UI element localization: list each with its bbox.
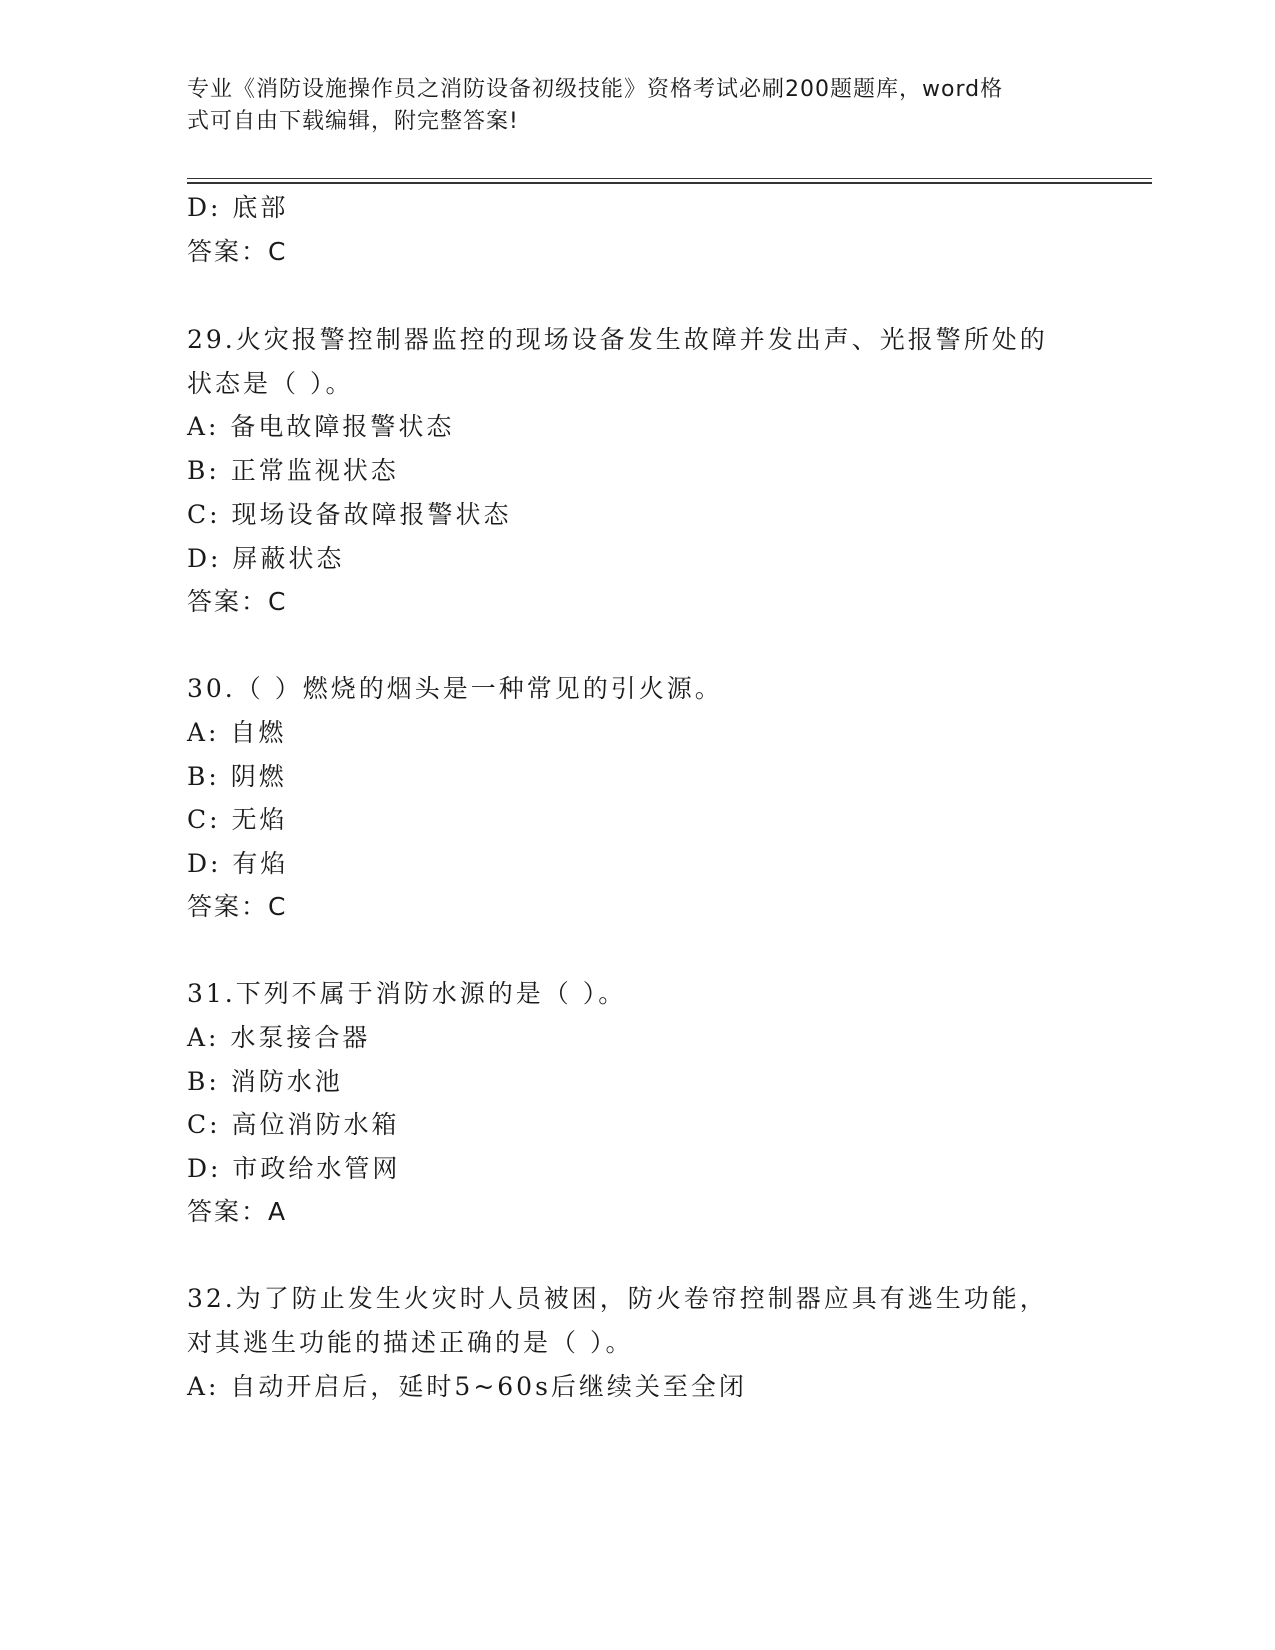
prev-question-option-d: D: 底部 <box>187 193 289 222</box>
q31-option-d: D: 市政给水管网 <box>187 1154 401 1183</box>
q31-option-b: B: 消防水池 <box>187 1067 343 1096</box>
q29-option-b: B: 正常监视状态 <box>187 456 399 485</box>
header-title-line-2: 式可自由下载编辑，附完整答案! <box>187 109 519 134</box>
q30-option-d: D: 有焰 <box>187 849 289 878</box>
q31-stem-line-1: 31.下列不属于消防水源的是（ ）。 <box>187 979 627 1008</box>
q29-stem-line-2: 状态是（ ）。 <box>187 369 354 398</box>
q29-option-d: D: 屏蔽状态 <box>187 544 345 573</box>
header-divider-thick <box>187 182 1152 184</box>
prev-question-answer: 答案：C <box>187 237 288 266</box>
q30-option-a: A: 自燃 <box>187 718 287 747</box>
header-divider-thin <box>187 178 1152 179</box>
page-header <box>187 74 1067 138</box>
q31-option-a: A: 水泵接合器 <box>187 1023 371 1052</box>
q31-answer: 答案：A <box>187 1197 288 1226</box>
q31-option-c: C: 高位消防水箱 <box>187 1110 400 1139</box>
q30-stem-line-1: 30.（ ）燃烧的烟头是一种常见的引火源。 <box>187 674 723 703</box>
q32-stem-line-1: 32.为了防止发生火灾时人员被困，防火卷帘控制器应具有逃生功能， <box>187 1284 1048 1313</box>
q30-option-b: B: 阴燃 <box>187 762 287 791</box>
header-title-line-1: 专业《消防设施操作员之消防设备初级技能》资格考试必刷200题题库，word格 <box>187 77 1004 102</box>
q32-stem-line-2: 对其逃生功能的描述正确的是（ ）。 <box>187 1328 634 1357</box>
q30-option-c: C: 无焰 <box>187 805 288 834</box>
q29-option-c: C: 现场设备故障报警状态 <box>187 500 512 529</box>
q29-option-a: A: 备电故障报警状态 <box>187 412 455 441</box>
q30-answer: 答案：C <box>187 892 288 921</box>
q29-stem-line-1: 29.火灾报警控制器监控的现场设备发生故障并发出声、光报警所处的 <box>187 325 1048 354</box>
q29-answer: 答案：C <box>187 587 288 616</box>
q32-option-a: A: 自动开启后，延时5~60s后继续关至全闭 <box>187 1372 747 1401</box>
